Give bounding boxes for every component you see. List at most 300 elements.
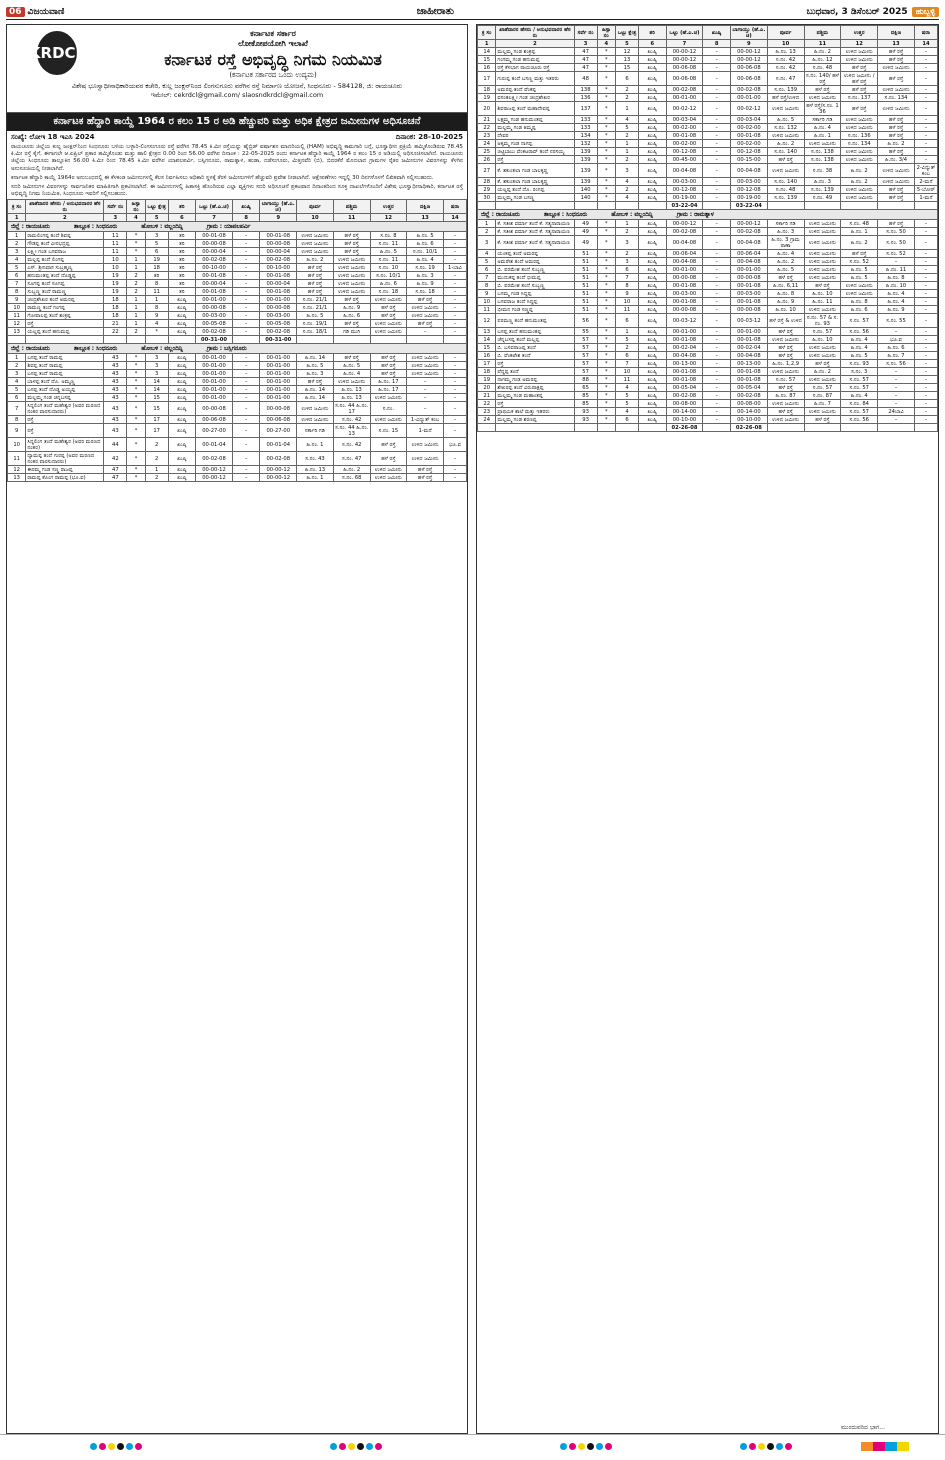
table-cell: 00-01-08: [196, 288, 233, 296]
table-cell: 43: [104, 354, 127, 362]
column-header: ಬಾಗಾಯ್ತು (ಹೆ.ಎ.ಚ): [732, 26, 766, 39]
table-cell: [104, 336, 127, 344]
table-row: [478, 392, 938, 400]
table-cell: 1: [615, 140, 638, 148]
table-cell: ಖುಷ್ಕಿ: [638, 360, 666, 368]
column-header: ದಕ್ಷಿಣ: [878, 26, 915, 40]
table-cell: ಖುಷ್ಕಿ: [638, 274, 666, 282]
edition-label: ಹುಬ್ಬಳ್ಳಿ: [912, 7, 939, 17]
table-cell: 00-06-08: [730, 64, 767, 72]
table-cell: 00-01-08: [666, 336, 703, 344]
table-cell: 5: [8, 386, 26, 394]
table-cell: ಸ.ನಂ. 56: [878, 360, 915, 368]
table-cell: 5: [615, 400, 638, 408]
table-row: [478, 86, 938, 94]
table-cell: ಹಿ.ನಂ. 5: [407, 232, 444, 240]
table-cell: –: [703, 408, 731, 416]
table-cell: ಉಳಿದ ಜಮೀನು: [767, 132, 804, 140]
table-cell: [232, 336, 260, 344]
table-row: [478, 266, 938, 274]
table-cell: ಖುಷ್ಕಿ: [168, 354, 196, 362]
table-cell: 1-ವಿದ್ಯುತ್ ಕಂಬ: [407, 416, 444, 424]
table-cell: *: [597, 368, 615, 376]
table-cell: ಬಸಪ್ಪ ತಂದೆ ದೊಡ್ಡ ಅಯ್ಯಪ್ಪ: [26, 386, 104, 394]
table-cell: ಖುಷ್ಕಿ: [638, 194, 666, 202]
table-cell: ಉಳಿದ ಜಮೀನು: [841, 290, 878, 298]
table-cell: 00-12-08: [730, 148, 767, 156]
table-cell: ಹಿ.ನಂ. 87: [767, 392, 804, 400]
table-cell: ಉಳಿದ ಜಮೀನು: [804, 258, 841, 266]
table-cell: 28: [478, 178, 496, 186]
table-cell: ತರಿ: [168, 264, 196, 272]
table-cell: –: [703, 328, 731, 336]
table-cell: 7: [478, 274, 496, 282]
table-cell: 2: [615, 94, 638, 102]
table-cell: ಹಿ.ನಂ. 6: [407, 240, 444, 248]
table-cell: –: [703, 72, 731, 86]
table-cell: –: [232, 248, 260, 256]
table-cell: –: [232, 296, 260, 304]
table-cell: ತರಿ: [168, 232, 196, 240]
total-row: [8, 336, 467, 344]
table-cell: 00-00-12: [666, 56, 703, 64]
column-number: 12: [370, 214, 407, 222]
table-cell: –: [232, 240, 260, 248]
table-cell: ಹಿ.ನಂ. 13: [333, 394, 370, 402]
table-cell: 10: [8, 304, 26, 312]
table-cell: ಹಿ.ನಂ. 2: [767, 140, 804, 148]
table-cell: –: [878, 328, 915, 336]
table-cell: 11: [615, 376, 638, 384]
table-cell: –: [914, 124, 937, 132]
table-cell: ಗುರುಪ್ಪ ತಂದೆ ಬಸಣ್ಣ ಮತ್ತು ಇತರರು: [496, 72, 574, 86]
table-row: [478, 258, 938, 266]
table-cell: –: [407, 386, 444, 394]
table-cell: [615, 424, 638, 432]
table-row: [478, 140, 938, 148]
table-cell: *: [597, 148, 615, 156]
table-cell: 5: [8, 264, 26, 272]
table-row: [478, 416, 938, 424]
table-cell: 00-01-08: [260, 232, 297, 240]
table-cell: 00-03-00: [730, 178, 767, 186]
table-cell: ಸಿದ್ದಲಿಂಗ ತಂದೆ ಮಹೇಶ್ವರ (ಅವರ ಮರಣದ ನಂತರ ವಾರಸುದಾರರು): [26, 402, 104, 416]
table-cell: ಹಿ.ನಂ. 3/4: [878, 156, 915, 164]
table-cell: ಹಿ.ನಂ. 5: [297, 362, 334, 370]
table-cell: 4: [615, 408, 638, 416]
land-schedule-table: [7, 199, 467, 482]
table-cell: 13: [478, 328, 496, 336]
table-cell: ಖುಷ್ಕಿ: [638, 124, 666, 132]
table-cell: –: [703, 48, 731, 56]
table-cell: ಹಿ.ನಂ. 8: [767, 290, 804, 298]
table-cell: 3: [145, 232, 168, 240]
table-cell: 14: [145, 386, 168, 394]
table-cell: *: [597, 164, 615, 178]
table-cell: 21: [478, 392, 496, 400]
table-cell: ಹಳೆ ರಸ್ತೆ: [767, 328, 804, 336]
table-cell: –: [914, 314, 937, 328]
table-cell: ಮಲ್ಲಮ್ಮ ಗಂಡ ತಿಮ್ಮಪ್ಪ: [496, 124, 574, 132]
table-cell: 00-05-04: [666, 384, 703, 392]
table-cell: ಉಳಿದ ಜಮೀನು: [841, 116, 878, 124]
table-cell: ಖುಷ್ಕಿ: [638, 156, 666, 164]
table-row: [8, 312, 467, 320]
table-cell: 85: [574, 400, 597, 408]
table-cell: –: [232, 354, 260, 362]
table-cell: ತರಿ: [168, 288, 196, 296]
table-cell: ಉಳಿದ ಜಮೀನು: [841, 148, 878, 156]
table-cell: ಸ.ನಂ. 56: [841, 416, 878, 424]
table-cell: 00-01-08: [260, 288, 297, 296]
table-row: [8, 328, 467, 336]
table-cell: *: [597, 384, 615, 392]
table-cell: 00-01-08: [666, 282, 703, 290]
table-cell: ಸ.ನಂ. 47: [767, 72, 804, 86]
group-header: [478, 210, 938, 220]
table-cell: *: [597, 344, 615, 352]
table-cell: ಖುಷ್ಕಿ: [168, 362, 196, 370]
table-cell: ಚಿಟ್ಟಿಬಾಬು ವೆಂಕಟರಾವ್ ತಂದೆ ನರಸಯ್ಯ: [496, 148, 574, 156]
table-cell: –: [914, 306, 937, 314]
table-cell: –: [443, 354, 466, 362]
table-cell: 9: [478, 290, 496, 298]
table-cell: 47: [574, 48, 597, 56]
table-cell: 3: [615, 258, 638, 266]
table-cell: ಉಳಿದ ಜಮೀನು: [767, 400, 804, 408]
table-cell: 19: [104, 280, 127, 288]
table-cell: 6: [615, 416, 638, 424]
table-cell: –: [443, 378, 466, 386]
table-cell: 1: [145, 296, 168, 304]
table-cell: ಹಿ.ನಂ. 4: [767, 250, 804, 258]
table-cell: ಹಳೆ ರಸ್ತೆ: [804, 360, 841, 368]
table-cell: [145, 336, 168, 344]
table-cell: ಖುಷ್ಕಿ: [638, 186, 666, 194]
table-cell: ಹಿ.ನಂ. 4: [841, 336, 878, 344]
table-cell: ಉಳಿದ ಜಮೀನು: [804, 140, 841, 148]
table-cell: ಉಳಿದ ಜಮೀನು: [407, 354, 444, 362]
table-cell: 2: [145, 438, 168, 452]
table-cell: ಯಂಕಪ್ಪ ತಂದೆ ಅಮರಪ್ಪ: [496, 250, 574, 258]
table-cell: ಅಕ್ಕಮ್ಮ ಗಂಡ ನಾಗಪ್ಪ: [496, 140, 574, 148]
table-cell: –: [914, 352, 937, 360]
table-cell: 00-01-00: [260, 354, 297, 362]
table-cell: *: [597, 282, 615, 290]
table-cell: ತರಿ: [168, 256, 196, 264]
table-cell: ಯಲ್ಲಪ್ಪ ತಂದೆ ದೊ. ರಂಗಪ್ಪ: [496, 186, 574, 194]
table-cell: ಹಳೆ ರಸ್ತೆ/ಉಳಿದ: [767, 94, 804, 102]
table-cell: ಶೇಖರಪ್ಪ ತಂದೆ ವಿರುಪಾಕ್ಷಪ್ಪ: [496, 384, 574, 392]
table-cell: –: [443, 304, 466, 312]
table-cell: 00-04-08: [666, 258, 703, 266]
table-cell: ರಾಮಲಿಂಗಪ್ಪ ತಂದೆ ಶಿವಪ್ಪ: [26, 232, 104, 240]
table-cell: ಸರ್ಕಾರಿ ಗಡಿ: [297, 424, 334, 438]
table-cell: ಉಳಿದ ಜಮೀನು: [407, 304, 444, 312]
column-header: ಖಾತೆದಾರರ ಹೆಸರು / ಅನುಭವದಾರರ ಹೆಸರು: [496, 26, 574, 40]
table-cell: –: [914, 408, 937, 416]
table-cell: 00-04-08: [666, 352, 703, 360]
table-cell: 00-12-08: [666, 148, 703, 156]
table-cell: 00-01-00: [260, 378, 297, 386]
table-row: [478, 156, 938, 164]
table-cell: 1: [127, 296, 145, 304]
group-district: ಜಿಲ್ಲೆ : ರಾಯಚೂರು: [11, 345, 50, 352]
table-cell: 00-01-08: [666, 132, 703, 140]
table-cell: [703, 424, 731, 432]
table-cell: *: [597, 48, 615, 56]
table-cell: ಉಳಿದ ಜಮೀನು: [333, 280, 370, 288]
table-row: [478, 352, 938, 360]
table-cell: ಬಸಪ್ಪ ತಂದೆ ರಾಮಪ್ಪ: [26, 354, 104, 362]
table-cell: ಉಳಿದ ಜಮೀನು: [370, 466, 407, 474]
table-cell: ಖುಷ್ಕಿ: [638, 56, 666, 64]
table-cell: 15: [145, 394, 168, 402]
table-cell: –: [703, 86, 731, 94]
table-cell: 1: [615, 328, 638, 336]
table-cell: ಹಳೆ ರಸ್ತೆ: [333, 248, 370, 256]
table-cell: –: [914, 368, 937, 376]
table-cell: ಉಳಿದ ಜಮೀನು: [804, 94, 841, 102]
table-cell: –: [703, 194, 731, 202]
table-cell: *: [597, 258, 615, 266]
table-cell: *: [597, 220, 615, 228]
table-cell: ಸ.ನಂ. 48: [767, 186, 804, 194]
table-cell: 00-02-04: [666, 344, 703, 352]
table-cell: ಹಿ.ನಂ. 2: [841, 164, 878, 178]
issue-date: ಬುಧವಾರ, 3 ಡಿಸೆಂಬರ್ 2025: [806, 6, 908, 17]
table-cell: –: [703, 102, 731, 116]
table-cell: ಖುಷ್ಕಿ: [168, 328, 196, 336]
table-cell: 140: [574, 194, 597, 202]
table-cell: ಹಳೆ ರಸ್ತೆ: [297, 378, 334, 386]
group-district: ಜಿಲ್ಲೆ : ರಾಯಚೂರು: [11, 223, 50, 230]
table-cell: 43: [104, 362, 127, 370]
table-cell: ಹಿ.ನಂ. 2: [804, 48, 841, 56]
table-cell: ಉಳಿದ ಜಮೀನು: [767, 368, 804, 376]
table-cell: 00-27-00: [196, 424, 233, 438]
table-cell: –: [703, 274, 731, 282]
table-cell: 00-01-00: [196, 354, 233, 362]
table-cell: ಸ.ನಂ. 47: [333, 452, 370, 466]
table-cell: –: [703, 314, 731, 328]
table-cell: ಸ.ನಂ. 52: [841, 258, 878, 266]
table-cell: ಹಿ.ನಂ. 14: [297, 386, 334, 394]
table-cell: 00-14-00: [730, 408, 767, 416]
table-cell: ಉಳಿದ ಜಮೀನು: [804, 266, 841, 274]
table-cell: [478, 424, 496, 432]
table-cell: *: [597, 400, 615, 408]
table-cell: ಮಲ್ಲಮ್ಮ ಗಂಡ ಮಹಾಂತಪ್ಪ: [496, 392, 574, 400]
table-row: [478, 94, 938, 102]
table-cell: –: [703, 64, 731, 72]
column-number: 3: [574, 40, 597, 48]
table-cell: 00-02-08: [196, 256, 233, 264]
table-cell: 10: [478, 298, 496, 306]
table-cell: ಸ.ನಂ. 140/ ಹಳೆ ರಸ್ತೆ: [806, 72, 839, 85]
table-cell: ಬಿ. ವೆಂಕಟೇಶ ತಂದೆ: [496, 352, 574, 360]
table-cell: ಉಳಿದ ಜಮೀನು / ಹಳೆ ರಸ್ತೆ: [841, 72, 878, 86]
color-bar: [861, 1442, 909, 1451]
table-row: [8, 370, 467, 378]
table-cell: ಸ.ನಂ. 18/1: [297, 328, 334, 336]
table-cell: ಚೆನ್ನಬಸಪ್ಪ ತಂದೆ ಮಲ್ಲಪ್ಪ: [496, 336, 574, 344]
table-cell: 57: [574, 352, 597, 360]
table-cell: ಖುಷ್ಕಿ: [638, 400, 666, 408]
table-cell: ಉಳಿದ ಜಮೀನು: [370, 320, 407, 328]
table-cell: 51: [574, 290, 597, 298]
table-cell: ಹಳೆ ರಸ್ತೆ: [804, 86, 841, 94]
table-cell: ಹಿ.ನಂ. 1: [841, 228, 878, 236]
table-cell: 00-01-08: [730, 298, 767, 306]
table-cell: ಹಳೆ ರಸ್ತೆ: [407, 474, 444, 482]
table-row: [478, 328, 938, 336]
table-cell: 19: [145, 256, 168, 264]
table-cell: –: [443, 452, 466, 466]
group-header: [8, 222, 467, 232]
table-cell: 139: [574, 156, 597, 164]
table-cell: 2: [615, 344, 638, 352]
table-cell: 1: [127, 304, 145, 312]
table-cell: ಸ.ನಂ. 140: [767, 178, 804, 186]
table-cell: 00-06-08: [196, 416, 233, 424]
table-cell: –: [703, 282, 731, 290]
table-cell: 00-12-08: [730, 186, 767, 194]
table-cell: –: [703, 360, 731, 368]
table-cell: 00-02-00: [730, 124, 767, 132]
table-cell: –: [914, 48, 937, 56]
table-cell: ಸ.ನಂ. 18: [370, 288, 407, 296]
table-row: [478, 376, 938, 384]
table-cell: 2: [478, 228, 496, 236]
table-cell: 3: [145, 370, 168, 378]
table-cell: ಹಿ.ನಂ. 2: [841, 178, 878, 186]
table-cell: ಹಳೆ ರಸ್ತೆ: [767, 344, 804, 352]
table-cell: –: [878, 384, 915, 392]
table-cell: ತರಿ: [168, 272, 196, 280]
table-cell: ಸ.ನಂ. 11: [370, 256, 407, 264]
table-cell: 19: [478, 94, 496, 102]
table-cell: 2: [145, 474, 168, 482]
table-cell: ಖುಷ್ಕಿ: [638, 344, 666, 352]
table-cell: ಖುಷ್ಕಿ: [638, 140, 666, 148]
table-cell: –: [914, 266, 937, 274]
table-cell: ಉಳಿದ ಜಮೀನು: [767, 164, 804, 178]
table-cell: ಖುಷ್ಕಿ: [638, 72, 666, 86]
table-cell: –: [443, 466, 466, 474]
table-cell: [703, 202, 731, 210]
table-cell: *: [597, 64, 615, 72]
table-row: [8, 304, 467, 312]
table-cell: ಬಸಪ್ಪ ತಂದೆ ಹನುಮಂತಪ್ಪ: [496, 328, 574, 336]
table-cell: *: [597, 392, 615, 400]
table-cell: 139: [574, 164, 597, 178]
table-cell: ಖುಷ್ಕಿ: [638, 228, 666, 236]
total-cell: 00-31-00: [260, 336, 297, 344]
table-cell: –: [914, 156, 937, 164]
table-cell: 2: [8, 362, 26, 370]
table-cell: 3: [615, 236, 638, 250]
table-cell: ರಾಮಪ್ಪ ಕೊಂಗ ರಾಮಪ್ಪ (ಭೂ.ವ): [26, 474, 104, 482]
table-row: [478, 56, 938, 64]
table-cell: ಸ.ನಂ. 52: [878, 250, 915, 258]
table-cell: ಉಳಿದ ಜಮೀನು: [804, 228, 841, 236]
column-number: 2: [496, 40, 574, 48]
table-cell: ಖುಷ್ಕಿ: [638, 290, 666, 298]
table-cell: [597, 202, 615, 210]
table-cell: ಹಳೆ ರಸ್ತೆ & ಉಳಿದ: [767, 314, 804, 328]
table-cell: 2-ವಿದ್ಯುತ್ ಕಂಬ: [914, 164, 937, 178]
table-cell: –: [443, 312, 466, 320]
column-header: ಷರಾ: [443, 200, 466, 214]
table-cell: ಮಲ್ಲಮ್ಮ ಗಂಡ ಶಂಕ್ರಪ್ಪ: [496, 48, 574, 56]
table-cell: 00-00-12: [730, 56, 767, 64]
table-cell: *: [127, 394, 145, 402]
table-cell: 49: [574, 220, 597, 228]
table-cell: 10: [615, 298, 638, 306]
table-cell: *: [145, 328, 168, 336]
table-cell: ಬಸಪ್ಪ ತಂದೆ ರಾಮಪ್ಪ: [26, 370, 104, 378]
table-cell: 00-03-00: [666, 290, 703, 298]
table-cell: 00-00-12: [260, 466, 297, 474]
table-cell: –: [914, 116, 937, 124]
table-cell: 1: [615, 102, 638, 116]
table-cell: [443, 336, 466, 344]
table-cell: –: [703, 416, 731, 424]
table-cell: 00-02-08: [666, 392, 703, 400]
table-cell: ಖುಷ್ಕಿ: [638, 314, 666, 328]
table-cell: 00-02-08: [730, 228, 767, 236]
table-cell: –: [703, 156, 731, 164]
table-cell: ಉಳಿದ ಜಮೀನು: [841, 124, 878, 132]
table-row: [8, 264, 467, 272]
table-cell: *: [597, 266, 615, 274]
table-cell: 10: [615, 368, 638, 376]
column-header: ಕ್ರ ಸಂ: [478, 26, 496, 40]
table-cell: ಖುಷ್ಕಿ: [638, 178, 666, 186]
table-cell: –: [443, 296, 466, 304]
table-cell: 00-00-08: [260, 402, 297, 416]
table-cell: *: [597, 132, 615, 140]
table-cell: 93: [574, 408, 597, 416]
table-cell: *: [597, 274, 615, 282]
table-cell: ರಸ್ತೆ: [496, 360, 574, 368]
table-cell: ಹಳೆ ರಸ್ತೆ: [333, 354, 370, 362]
table-cell: 15: [145, 402, 168, 416]
table-cell: 51: [574, 282, 597, 290]
table-cell: –: [914, 392, 937, 400]
column-number: 4: [127, 214, 145, 222]
table-cell: 00-13-00: [730, 360, 767, 368]
table-cell: [574, 202, 597, 210]
table-cell: 136: [574, 94, 597, 102]
table-cell: –: [443, 394, 466, 402]
table-cell: ಬಸಮ್ಮ ಗಂಡ ಸಿದ್ದಪ್ಪ: [496, 290, 574, 298]
table-cell: 7: [615, 274, 638, 282]
column-number: 3: [104, 214, 127, 222]
table-cell: 49: [574, 236, 597, 250]
column-number: 2: [26, 214, 104, 222]
table-row: [478, 290, 938, 298]
table-cell: ಹಳೆ ರಸ್ತೆ: [370, 452, 407, 466]
table-cell: 6: [478, 266, 496, 274]
table-row: [8, 354, 467, 362]
table-cell: ಖುಷ್ಕಿ: [638, 376, 666, 384]
table-cell: 4: [478, 250, 496, 258]
table-cell: ಖುಷ್ಕಿ: [168, 474, 196, 482]
table-cell: ಉಳಿದ ಜಮೀನು: [407, 370, 444, 378]
table-row: [8, 320, 467, 328]
